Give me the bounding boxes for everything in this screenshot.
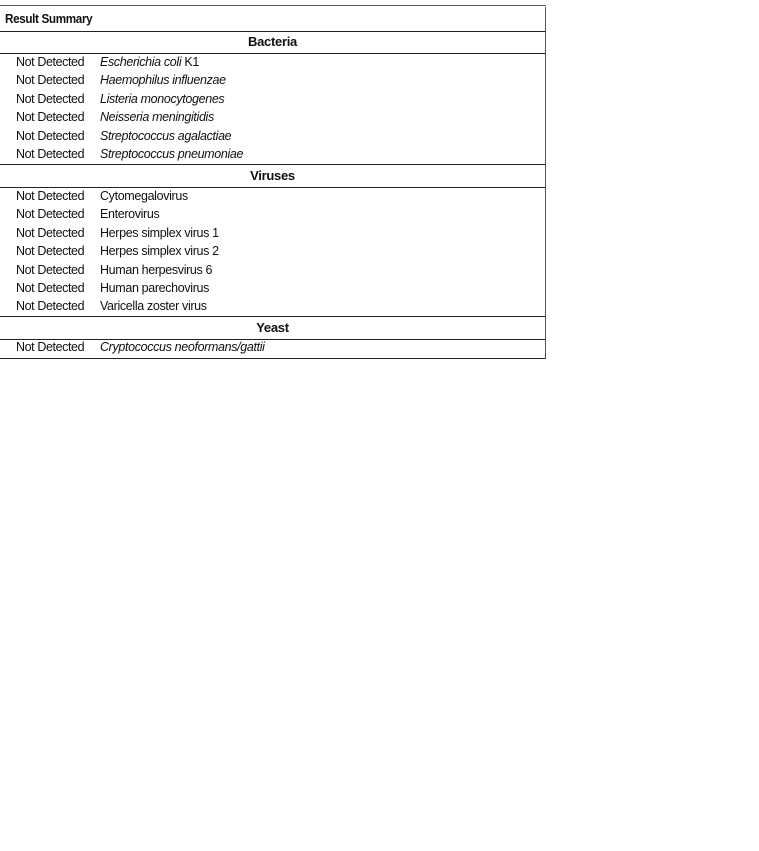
organism-name: Herpes simplex virus 1 [100,226,219,240]
table-row [0,91,545,109]
organism-name [100,55,199,69]
organism-name: Human herpesvirus 6 [100,263,213,277]
organism-name: Neisseria meningitidis [100,110,214,124]
result-status: Not Detected [16,226,85,240]
organism-name: Streptococcus pneumoniae [100,147,244,161]
section-header-viruses [0,164,545,188]
table-row [0,72,545,90]
organism-strain: K1 [181,55,199,69]
result-summary-title: Result Summary [5,11,93,26]
table-row [0,206,545,224]
organism-name: Listeria monocytogenes [100,92,225,106]
table-row [0,280,545,298]
result-status: Not Detected [16,340,85,354]
result-status: Not Detected [16,207,85,221]
result-summary-header [0,7,546,32]
result-status: Not Detected [16,263,85,277]
result-status: Not Detected [16,147,85,161]
table-row [0,128,545,146]
organism-italic-name: Escherichia coli [100,55,182,69]
results-table [0,31,546,359]
top-rule [0,5,546,6]
result-status: Not Detected [16,110,85,124]
table-row [0,188,545,206]
result-status: Not Detected [16,129,85,143]
table-row [0,243,545,261]
table-row [0,146,545,164]
organism-name: Streptococcus agalactiae [100,129,232,143]
section-title-yeast: Yeast [256,320,289,335]
organism-name: Varicella zoster virus [100,299,207,313]
section-title-viruses: Viruses [250,168,295,183]
section-header-yeast [0,316,545,340]
table-row [0,298,545,316]
table-row [0,109,545,127]
organism-name: Human parechovirus [100,281,210,295]
table-row [0,339,545,357]
result-status: Not Detected [16,55,85,69]
table-row [0,54,545,72]
result-status: Not Detected [16,244,85,258]
section-header-bacteria [0,31,545,54]
result-status: Not Detected [16,92,85,106]
organism-name: Herpes simplex virus 2 [100,244,219,258]
organism-name: Cryptococcus neoformans/gattii [100,340,265,354]
table-row [0,225,545,243]
section-title-bacteria: Bacteria [248,34,297,49]
organism-name: Cytomegalovirus [100,189,188,203]
table-row [0,262,545,280]
result-status: Not Detected [16,299,85,313]
organism-name: Enterovirus [100,207,160,221]
result-status: Not Detected [16,73,85,87]
result-status: Not Detected [16,189,85,203]
organism-name: Haemophilus influenzae [100,73,226,87]
result-status: Not Detected [16,281,85,295]
